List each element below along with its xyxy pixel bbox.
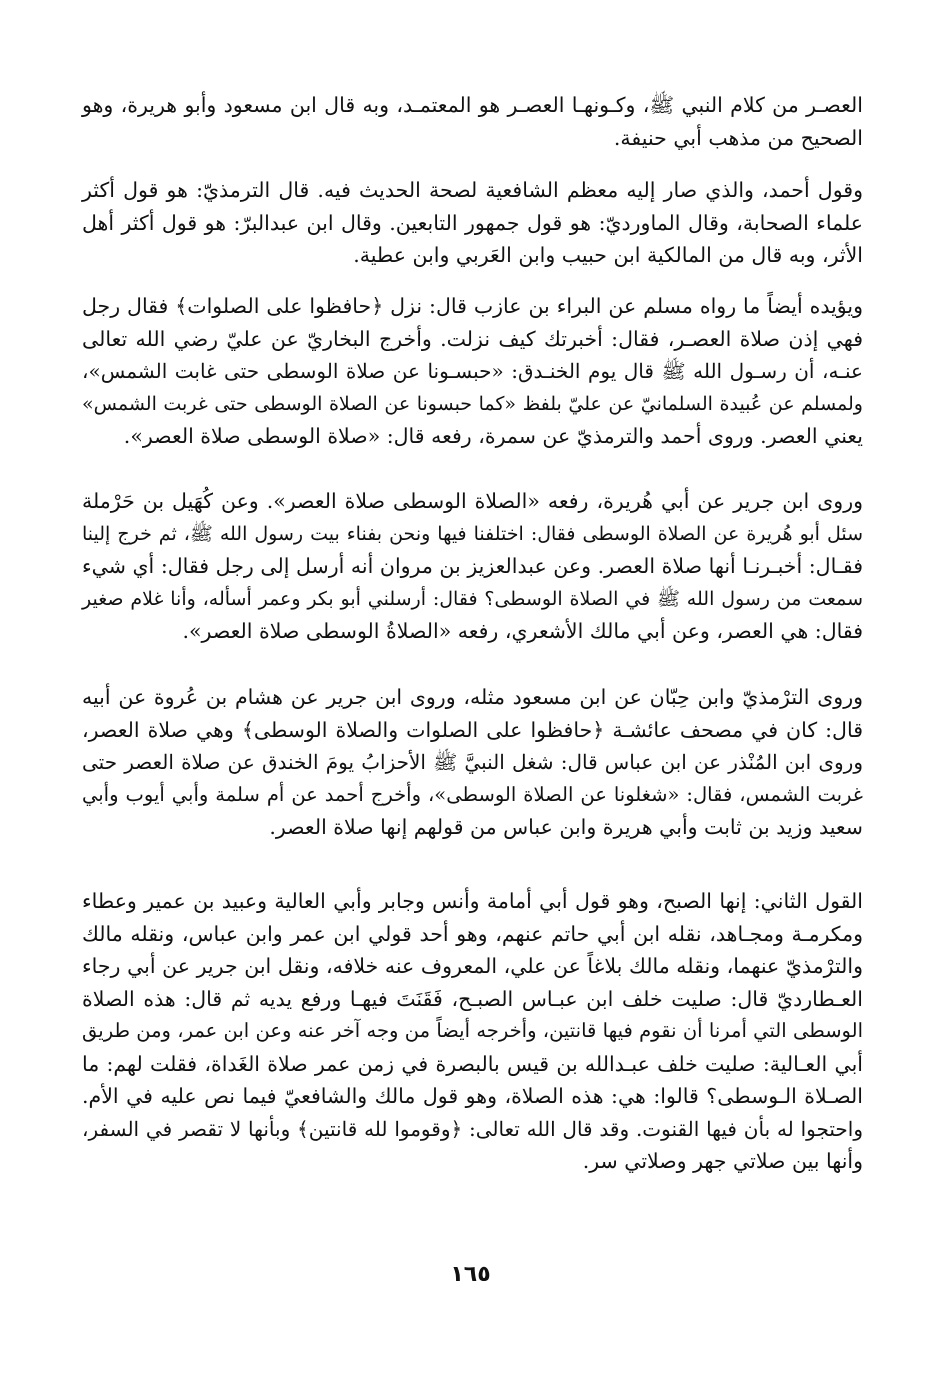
text-line: فقال: هي العصر، وعن أبي مالك الأشعري، رفعه «الصلاةُ الوسطى صلاة العصر». xyxy=(182,619,863,643)
paragraph xyxy=(82,290,863,453)
page-number: ١٦٥ xyxy=(450,1262,491,1287)
text-line: فهي إذن صلاة العصـر، فقال: أخبرتك كيف نزلت. وأخرج البخاريّ عن عليّ رضي الله تعالى xyxy=(82,326,863,351)
text-line: فقـال: أخبـرنـا أنها صلاة العصر. وعن عبدالعزيز بن مروان أنه أرسل إلى رجل فقال: أي شيء xyxy=(82,554,863,578)
text-line: أبي العـالية: صليت خلف عبـدالله بن قيس بالبصرة في زمن عمر صلاة الغَداة، فقلت لهم: ما xyxy=(82,1051,863,1076)
text-line: سمعت من رسول الله ﷺ في الصلاة الوسطى؟ فقال: أرسلني أبو بكر وعمر أسأله، وأنا غلام صغير xyxy=(82,587,863,610)
text-line: غربت الشمس، فقال: «شغلونا عن الصلاة الوسطى»، وأخرج أحمد عن أم سلمة وأبي أيوب وأبي xyxy=(82,782,863,806)
text-line: وروى ابن جرير عن أبي هُريرة، رفعه «الصلاة الوسطى صلاة العصر». وعن كُهَيل بن حَرْملة xyxy=(82,489,863,513)
text-line: الصحيح من مذهب أبي حنيفة. xyxy=(613,125,863,150)
paragraph xyxy=(82,885,863,1178)
text-line: العصـر من كلام النبي ﷺ، وكـونهـا العصـر هو المعتمـد، وبه قال ابن مسعود وأبو هريرة، وهو xyxy=(82,93,863,117)
text-line: الصـلاة الـوسطى؟ قالوا: هي: هذه الصلاة، وهو قول مالك والشافعيّ فيما نص عليه في الأم. xyxy=(82,1084,863,1108)
text-line: وروى ابن المُنْذر عن ابن عباس قال: شغل النبيَّ ﷺ الأحزابُ يومَ الخندق عن صلاة العصر حتى xyxy=(82,750,863,774)
text-line: ولمسلم عن عُبيدة السلمانيّ عن عليّ بلفظ «كما حبسونا عن الصلاة الوسطى حتى غربت الشمس» xyxy=(82,392,863,415)
text-line: واحتجوا له بأن فيها القنوت. وقد قال الله تعالى: ﴿وقوموا لله قانتين﴾ وبأنها لا تقصر في السفر، xyxy=(82,1116,863,1141)
text-line: ومكرمـة ومجـاهد، نقله ابن أبي حاتم عنهم، وهو أحد قولي ابن عمر وابن عباس، ونقله مالك xyxy=(82,921,863,946)
text-line: الوسطى التي أمرنا أن نقوم فيها قانتين، وأخرجه أيضاً من وجه آخر عنه وعن ابن عمر، ومن طريق xyxy=(82,1019,863,1042)
text-line: الأثر، وبه قال من المالكية ابن حبيب وابن العَربي وابن عطية. xyxy=(353,243,863,267)
text-line: سعيد وزيد بن ثابت وأبي هريرة وابن عباس من قولهم إنها صلاة العصر. xyxy=(269,815,863,839)
text-line: العـطارديّ قال: صليت خلف ابن عبـاس الصبـح، فَقَنَتَ فيهـا ورفع يديه ثم قال: هذه الصلاة xyxy=(82,986,863,1011)
text-line: قال: كان في مصحف عائشـة ﴿حافظوا على الصلوات والصلاة الوسطى﴾ وهي صلاة العصر، xyxy=(82,717,863,742)
text-line: وروى الترْمذيّ وابن حِبّان عن ابن مسعود مثله، وروى ابن جرير عن هشام بن عُروة عن أبيه xyxy=(82,685,863,709)
paragraph xyxy=(82,485,863,648)
text-line: وأنها بين صلاتي جهر وصلاتي سر. xyxy=(582,1149,863,1173)
text-line: يعني العصر. وروى أحمد والترمذيّ عن سمرة، رفعه قال: «صلاة الوسطى صلاة العصر». xyxy=(123,424,863,448)
text-line: علماء الصحابة، وقال الماورديّ: هو قول جمهور التابعين. وقال ابن عبدالبرّ: هو قول أكثر أهل xyxy=(82,210,863,235)
paragraph xyxy=(82,174,863,272)
text-line: ويؤيده أيضاً ما رواه مسلم عن البراء بن عازب قال: نزل ﴿حافظوا على الصلوات﴾ فقال رجل xyxy=(82,294,863,318)
paragraph xyxy=(82,681,863,844)
text-line: وقول أحمد، والذي صار إليه معظم الشافعية لصحة الحديث فيه. قال الترمذيّ: هو قول أكثر xyxy=(82,178,863,202)
text-line: سئل أبو هُريرة عن الصلاة الوسطى فقال: اختلفنا فيها ونحن بفناء بيت رسول الله ﷺ، ثم خرج إلينا xyxy=(82,522,863,545)
text-line: عنـه، أن رسـول الله ﷺ قال يوم الخنـدق: «حبسـونا عن صلاة الوسطى حتى غابت الشمس»، xyxy=(82,359,863,383)
text-line: القول الثاني: إنها الصبح، وهو قول أبي أمامة وأنس وجابر وأبي العالية وعبيد بن عمير وعطاء xyxy=(82,889,863,913)
text-line: والترْمذيّ عنهما، ونقله مالك بلاغاً عن علي، المعروف عنه خلافه، ونقل ابن جرير عن أبي رجاء xyxy=(82,954,863,978)
paragraph xyxy=(82,89,863,154)
